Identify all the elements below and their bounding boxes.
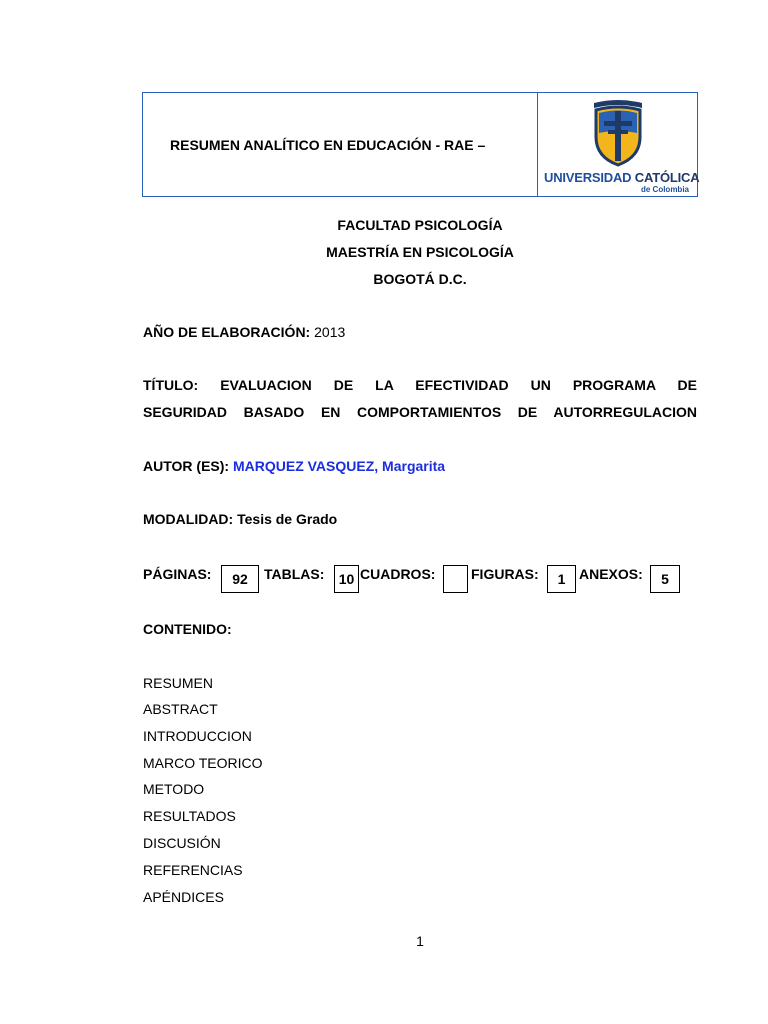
charts-label: CUADROS: bbox=[360, 566, 436, 582]
author-row bbox=[143, 458, 445, 474]
tables-label: TABLAS: bbox=[264, 566, 325, 582]
title-line-1: TÍTULO: EVALUACION DE LA EFECTIVIDAD UN PROGRAMA DE bbox=[143, 377, 697, 393]
contents-item: MARCO TEORICO bbox=[143, 755, 263, 771]
faculty-name: FACULTAD PSICOLOGÍA bbox=[337, 217, 503, 233]
contents-item: REFERENCIAS bbox=[143, 862, 243, 878]
annexes-label: ANEXOS: bbox=[579, 566, 643, 582]
modality-value: Tesis de Grado bbox=[237, 511, 338, 527]
document-type-title: RESUMEN ANALÍTICO EN EDUCACIÓN - RAE – bbox=[143, 93, 538, 196]
university-crest-icon bbox=[590, 99, 646, 167]
annexes-count-box: 5 bbox=[650, 565, 680, 593]
tables-count-box: 10 bbox=[334, 565, 359, 593]
program-name: MAESTRÍA EN PSICOLOGÍA bbox=[326, 244, 514, 260]
contents-item: INTRODUCCION bbox=[143, 728, 252, 744]
city-name: BOGOTÁ D.C. bbox=[373, 271, 467, 287]
pages-label: PÁGINAS: bbox=[143, 566, 212, 582]
modality-row bbox=[143, 511, 337, 527]
year-label: AÑO DE ELABORACIÓN: bbox=[143, 324, 311, 340]
rae-header-box bbox=[142, 92, 698, 197]
year-row bbox=[143, 324, 345, 340]
contents-item: DISCUSIÓN bbox=[143, 835, 221, 851]
contents-item: APÉNDICES bbox=[143, 889, 224, 905]
charts-count-box bbox=[443, 565, 468, 593]
contents-item: RESULTADOS bbox=[143, 808, 236, 824]
year-value: 2013 bbox=[314, 324, 346, 340]
contents-item: ABSTRACT bbox=[143, 701, 218, 717]
contents-item: RESUMEN bbox=[143, 675, 214, 691]
logo-name-part1: UNIVERSIDAD bbox=[544, 170, 632, 185]
university-logo bbox=[538, 93, 700, 196]
figures-count-box: 1 bbox=[547, 565, 576, 593]
contents-heading: CONTENIDO: bbox=[143, 621, 232, 637]
title-line-2: SEGURIDAD BASADO EN COMPORTAMIENTOS DE AUTORREGULACION bbox=[143, 404, 697, 420]
logo-subtitle: de Colombia bbox=[640, 185, 689, 194]
author-value: MARQUEZ VASQUEZ, Margarita bbox=[232, 458, 446, 474]
contents-item: METODO bbox=[143, 781, 205, 797]
figures-label: FIGURAS: bbox=[471, 566, 539, 582]
pages-count-box: 92 bbox=[221, 565, 259, 593]
modality-label: MODALIDAD: bbox=[143, 511, 234, 527]
page-number: 1 bbox=[416, 933, 424, 949]
author-label: AUTOR (ES): bbox=[143, 458, 230, 474]
logo-name-part2: CATÓLICA bbox=[634, 170, 700, 185]
